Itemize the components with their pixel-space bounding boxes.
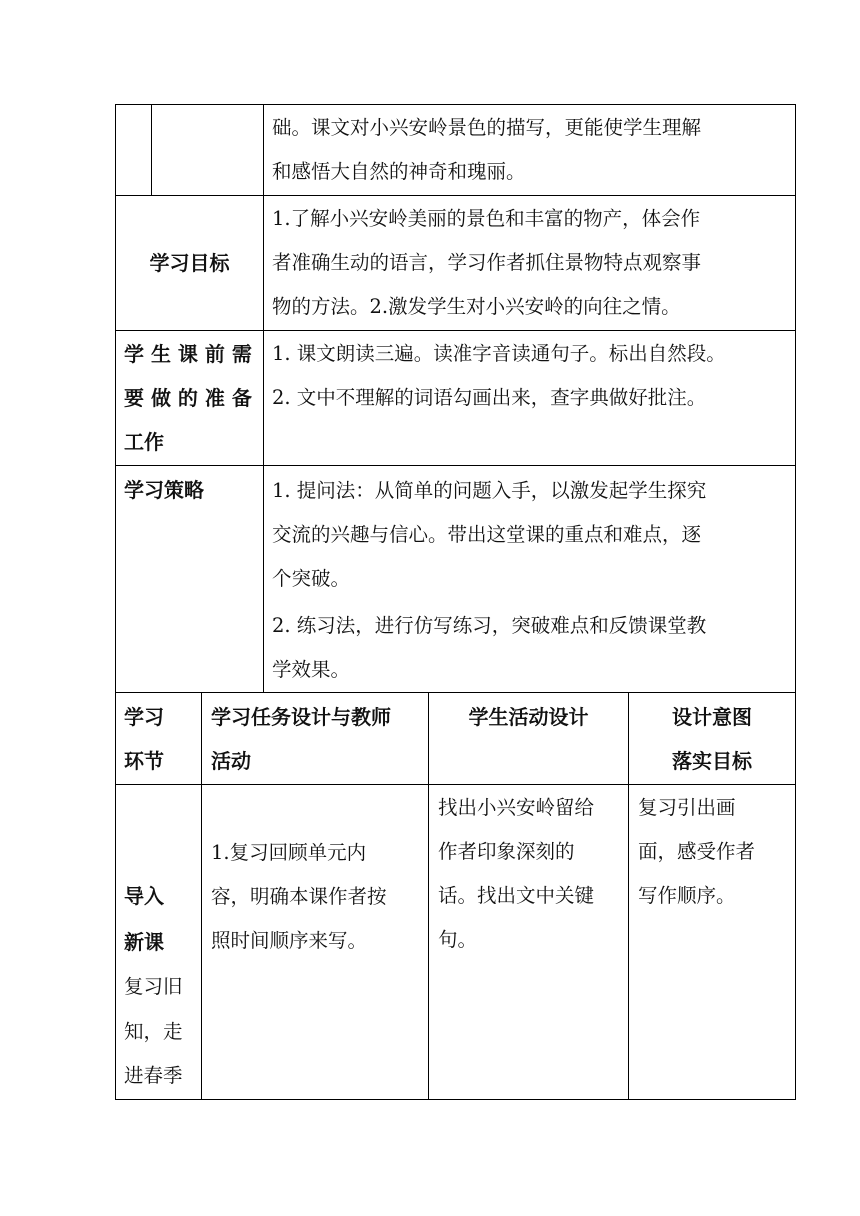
table-top-border	[115, 104, 796, 105]
table-right-border	[795, 104, 796, 1100]
goals-line-2: 者准确生动的语言，学习作者抓住景物特点观察事	[272, 251, 702, 274]
preparation-line-1: 1. 课文朗读三遍。读准字音读通句子。标出自然段。	[272, 342, 726, 365]
column-divider	[428, 692, 429, 1100]
task-line-1: 1.复习回顾单元内	[211, 841, 367, 864]
intent-line-3: 写作顺序。	[638, 884, 736, 907]
intent-line-1: 复习引出画	[638, 796, 736, 819]
stage-line-3: 进春季	[124, 1064, 183, 1087]
header-stage-1: 学习	[124, 705, 164, 729]
row-divider	[115, 692, 796, 693]
goals-line-1: 1.了解小兴安岭美丽的景色和丰富的物产，体会作	[272, 207, 701, 230]
column-divider	[201, 692, 202, 1100]
student-line-4: 句。	[438, 928, 478, 951]
column-divider	[151, 104, 152, 195]
strategy-line-5: 学效果。	[272, 658, 351, 681]
preparation-line-2: 2. 文中不理解的词语勾画出来，查字典做好批注。	[272, 386, 707, 409]
student-line-1: 找出小兴安岭留给	[438, 796, 595, 819]
continuation-line-1: 础。课文对小兴安岭景色的描写，更能使学生理解	[272, 116, 702, 139]
task-line-3: 照时间顺序来写。	[211, 929, 368, 952]
row-divider	[115, 330, 796, 331]
stage-bold-2: 新课	[124, 930, 164, 954]
strategy-line-4: 2. 练习法，进行仿写练习，突破难点和反馈课堂教	[272, 614, 707, 637]
strategy-label: 学习策略	[124, 478, 204, 502]
header-intent-2: 落实目标	[672, 749, 752, 773]
column-divider	[263, 104, 264, 692]
task-line-2: 容，明确本课作者按	[211, 885, 387, 908]
student-line-2: 作者印象深刻的	[438, 840, 575, 863]
header-intent-1: 设计意图	[672, 705, 752, 729]
strategy-line-1: 1. 提问法：从简单的问题入手，以激发起学生探究	[272, 479, 707, 502]
row-divider	[115, 195, 796, 196]
row-divider	[115, 784, 796, 785]
continuation-line-2: 和感悟大自然的神奇和瑰丽。	[272, 160, 526, 183]
stage-line-1: 复习旧	[124, 975, 183, 998]
stage-bold-1: 导入	[124, 884, 164, 908]
preparation-label-1: 学 生 课 前 需	[124, 342, 252, 366]
stage-line-2: 知，走	[124, 1020, 183, 1043]
header-stage-2: 环节	[124, 749, 164, 773]
strategy-line-3: 个突破。	[272, 567, 351, 590]
goals-line-3: 物的方法。2.激发学生对小兴安岭的向往之情。	[272, 295, 681, 318]
preparation-label-3: 工作	[124, 430, 164, 454]
strategy-line-2: 交流的兴趣与信心。带出这堂课的重点和难点，逐	[272, 523, 702, 546]
goals-label: 学习目标	[149, 251, 230, 275]
row-divider	[115, 465, 796, 466]
student-line-3: 话。找出文中关键	[438, 884, 595, 907]
header-task-1: 学习任务设计与教师	[211, 705, 391, 729]
preparation-label-2: 要 做 的 准 备	[124, 386, 252, 410]
intent-line-2: 面，感受作者	[638, 840, 756, 863]
header-task-2: 活动	[211, 749, 251, 773]
table-bottom-border	[115, 1099, 796, 1100]
header-student: 学生活动设计	[468, 705, 589, 729]
